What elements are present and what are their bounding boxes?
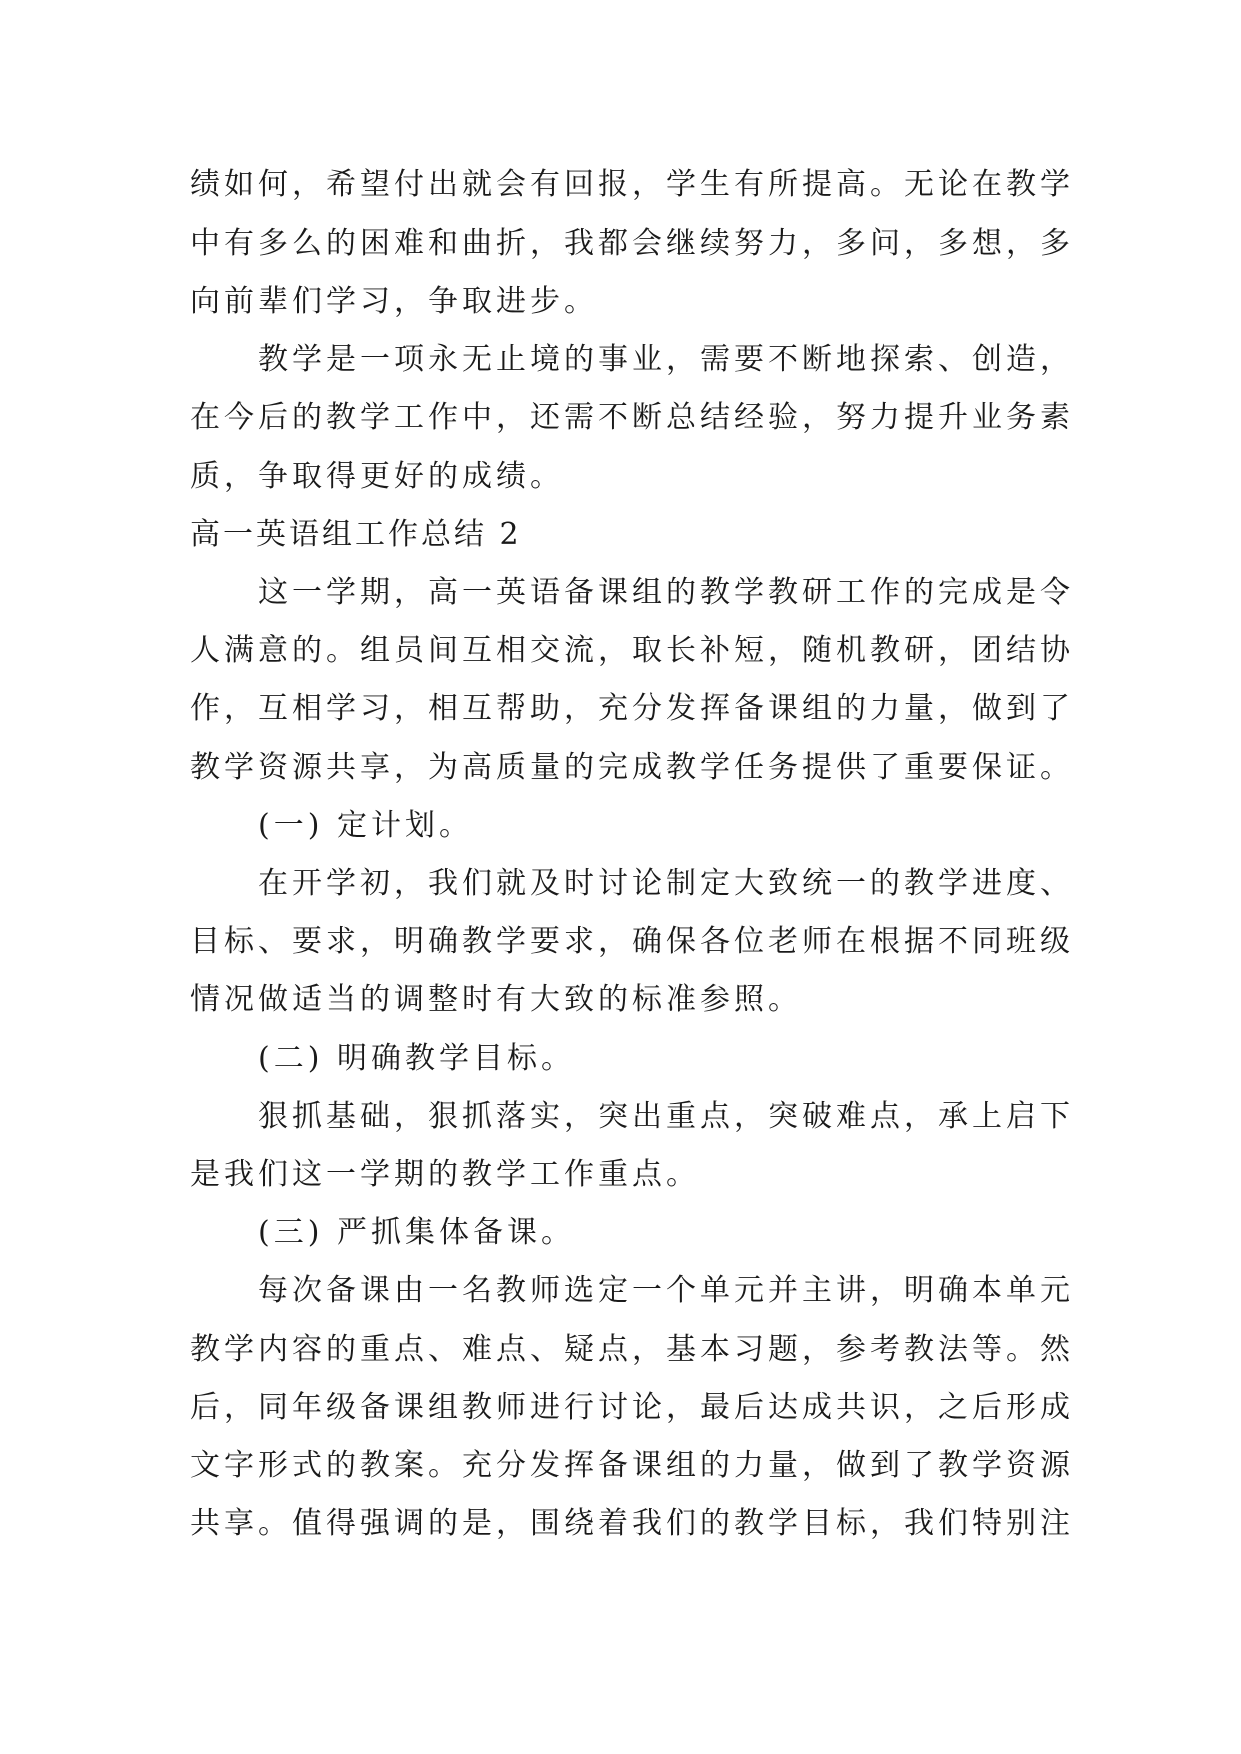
text-line: 绩如何，希望付出就会有回报，学生有所提高。无论在教学 (190, 167, 1074, 202)
text-line: 作，互相学习，相互帮助，充分发挥备课组的力量，做到了 (190, 691, 1074, 726)
paragraph-first-line: 教学是一项永无止境的事业，需要不断地探索、创造， (258, 342, 1074, 377)
text-line: 教学内容的重点、难点、疑点，基本习题，参考教法等。然 (190, 1332, 1074, 1367)
paragraph-first-line: 每次备课由一名教师选定一个单元并主讲，明确本单元 (258, 1273, 1074, 1308)
paragraph-first-line: 在开学初，我们就及时讨论制定大致统一的教学进度、 (258, 866, 1074, 901)
text-line: 质，争取得更好的成绩。 (190, 459, 564, 494)
section-title: 高一英语组工作总结 2 (190, 517, 522, 552)
paragraph-first-line: 狠抓基础，狠抓落实，突出重点，突破难点，承上启下 (258, 1099, 1074, 1134)
text-line: 共享。值得强调的是，围绕着我们的教学目标，我们特别注 (190, 1506, 1074, 1541)
text-line: 教学资源共享，为高质量的完成教学任务提供了重要保证。 (190, 750, 1074, 785)
text-line: 人满意的。组员间互相交流，取长补短，随机教研，团结协 (190, 633, 1074, 668)
text-line: 目标、要求，明确教学要求，确保各位老师在根据不同班级 (190, 924, 1074, 959)
text-line: 向前辈们学习，争取进步。 (190, 284, 598, 319)
text-line: 在今后的教学工作中，还需不断总结经验，努力提升业务素 (190, 400, 1074, 435)
paragraph-first-line: 这一学期，高一英语备课组的教学教研工作的完成是令 (258, 575, 1074, 610)
subsection-heading: (三) 严抓集体备课。 (258, 1215, 575, 1250)
text-line: 后，同年级备课组教师进行讨论，最后达成共识，之后形成 (190, 1390, 1074, 1425)
text-line: 是我们这一学期的教学工作重点。 (190, 1157, 700, 1192)
subsection-heading: (二) 明确教学目标。 (258, 1041, 575, 1076)
text-line: 情况做适当的调整时有大致的标准参照。 (190, 982, 802, 1017)
text-line: 文字形式的教案。充分发挥备课组的力量，做到了教学资源 (190, 1448, 1074, 1483)
subsection-heading: (一) 定计划。 (258, 808, 473, 843)
text-line: 中有多么的困难和曲折，我都会继续努力，多问，多想，多 (190, 226, 1074, 261)
